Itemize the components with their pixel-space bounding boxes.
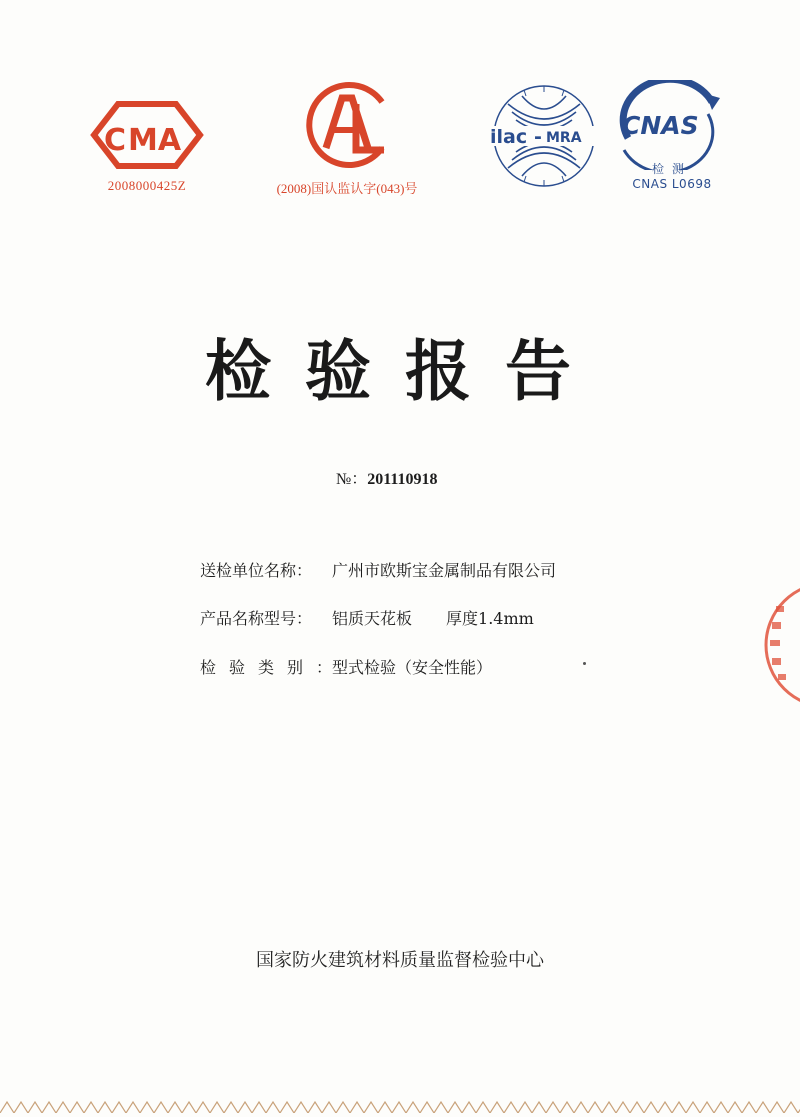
product-spec: 厚度1.4mm bbox=[446, 609, 534, 628]
ilac-mra-logo bbox=[486, 82, 604, 190]
cma-logo bbox=[88, 100, 206, 170]
official-seal bbox=[756, 570, 800, 720]
svg-text:-: - bbox=[534, 126, 542, 148]
report-number-value: 201110918 bbox=[367, 471, 438, 488]
speck bbox=[583, 662, 586, 665]
cnas-testing-label: 检测 bbox=[651, 162, 692, 176]
cnas-logo bbox=[608, 80, 726, 170]
product-field bbox=[200, 606, 534, 629]
svg-text:CNAS: CNAS bbox=[622, 111, 699, 140]
client-field bbox=[200, 558, 556, 581]
issuing-organization: 国家防火建筑材料质量监督检验中心 bbox=[256, 950, 544, 971]
client-value: 广州市欧斯宝金属制品有限公司 bbox=[332, 561, 557, 580]
client-label: 送检单位名称： bbox=[200, 561, 313, 580]
product-label: 产品名称型号： bbox=[200, 609, 313, 628]
cnas-accreditation-code: CNAS L0698 bbox=[632, 177, 712, 191]
report-number-label: №： bbox=[336, 471, 368, 488]
svg-text:MA: MA bbox=[128, 123, 182, 158]
category-label: 检验类别： bbox=[200, 658, 346, 677]
report-number bbox=[336, 466, 438, 489]
category-value: 型式检验（安全性能） bbox=[332, 658, 493, 677]
cma-certificate-code: 2008000425Z bbox=[107, 178, 187, 193]
cal-certificate-code: (2008)国认监认字(043)号 bbox=[276, 181, 418, 196]
bottom-border-pattern bbox=[0, 1098, 800, 1113]
svg-text:MRA: MRA bbox=[546, 130, 582, 146]
svg-text:ilac: ilac bbox=[490, 126, 528, 148]
svg-text:C: C bbox=[104, 123, 127, 158]
cal-logo bbox=[290, 80, 402, 170]
product-value: 铝质天花板 bbox=[332, 609, 413, 628]
category-field bbox=[200, 655, 492, 678]
report-title: 检验报告 bbox=[205, 333, 605, 410]
